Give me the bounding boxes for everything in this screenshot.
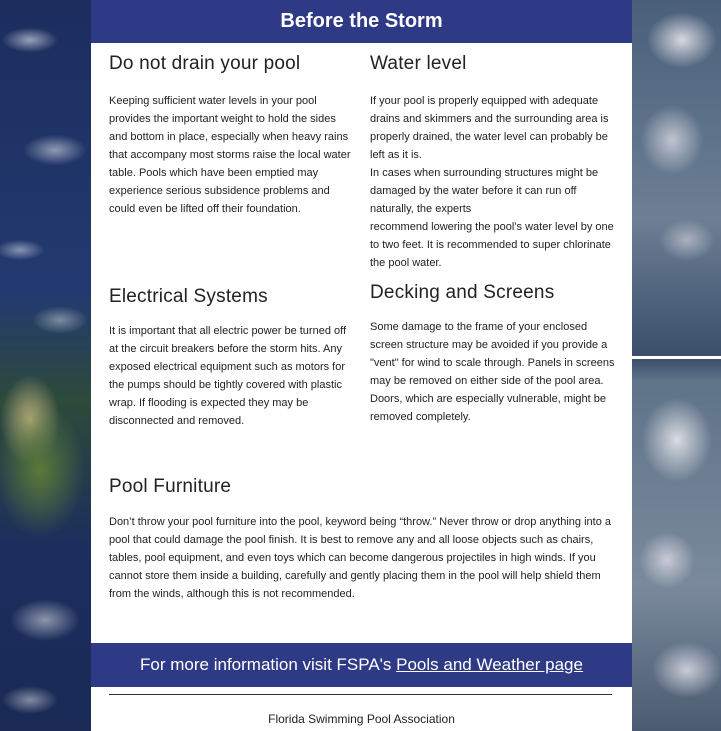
info-banner: [91, 643, 632, 687]
section-water-level: [370, 53, 620, 272]
section-heading: Pool Furniture: [109, 476, 232, 497]
section-decking: [370, 282, 620, 426]
section-body: Keeping sufficient water levels in your pool provides the important weight to hold the sides and bottom in place, especially when heavy rains that accompany most storms raise the local water table. Pools which have been emptied may experience serious subsidence problems and could even be lifted off their foundation.: [109, 95, 351, 215]
section-electrical: [109, 286, 357, 430]
image-divider: [632, 356, 721, 359]
section-heading: Do not drain your pool: [109, 53, 301, 74]
section-body: It is important that all electric power be turned off at the circuit breakers before the storm hits. Any exposed electrical equipment such as motors for the pumps should be tightly covered with plastic wrap. If flooding is expected they may be disconnected and removed.: [109, 325, 347, 427]
section-body: recommend lowering the pool’s water level by one to two feet. It is recommended to super chlorinate the pool water.: [370, 221, 614, 269]
newsletter-page: [91, 0, 632, 731]
section-body: Some damage to the frame of your enclosed screen structure may be avoided if you provide a "vent" for wind to scale through. Panels in screens may be removed on either side of the pool area. Doors, which are especially vulnerable, might be removed completely.: [370, 321, 615, 423]
section-heading: Decking and Screens: [370, 282, 555, 303]
section-body: In cases when surrounding structures might be damaged by the water before it can run off naturally, the experts: [370, 167, 599, 215]
section-drain: [109, 53, 357, 218]
page-title: Before the Storm: [91, 0, 632, 43]
section-body: If your pool is properly equipped with adequate drains and skimmers and the surrounding area is properly drained, the water level can probably be left as it is.: [370, 95, 609, 161]
footer-divider: [109, 694, 612, 695]
footer-org: Florida Swimming Pool Association: [268, 712, 455, 726]
section-heading: Water level: [370, 53, 467, 74]
section-heading: Electrical Systems: [109, 286, 268, 307]
section-furniture: [109, 476, 624, 603]
pools-weather-link[interactable]: Pools and Weather page: [396, 655, 583, 674]
banner-text: For more information visit FSPA's: [140, 655, 397, 674]
satellite-image-left: [0, 0, 91, 731]
satellite-image-right: [632, 0, 721, 731]
section-body: Don’t throw your pool furniture into the pool, keyword being “throw.” Never throw or drop anything into a pool that could damage the pool finish. It is best to remove any and all loose objects such as chairs, tables, pool equipment, and even toys which can become dangerous projectiles in high winds. If you cannot store them inside a building, carefully and gently placing them in the pool will help shield them from the winds, although this is not recommended.: [109, 516, 611, 600]
